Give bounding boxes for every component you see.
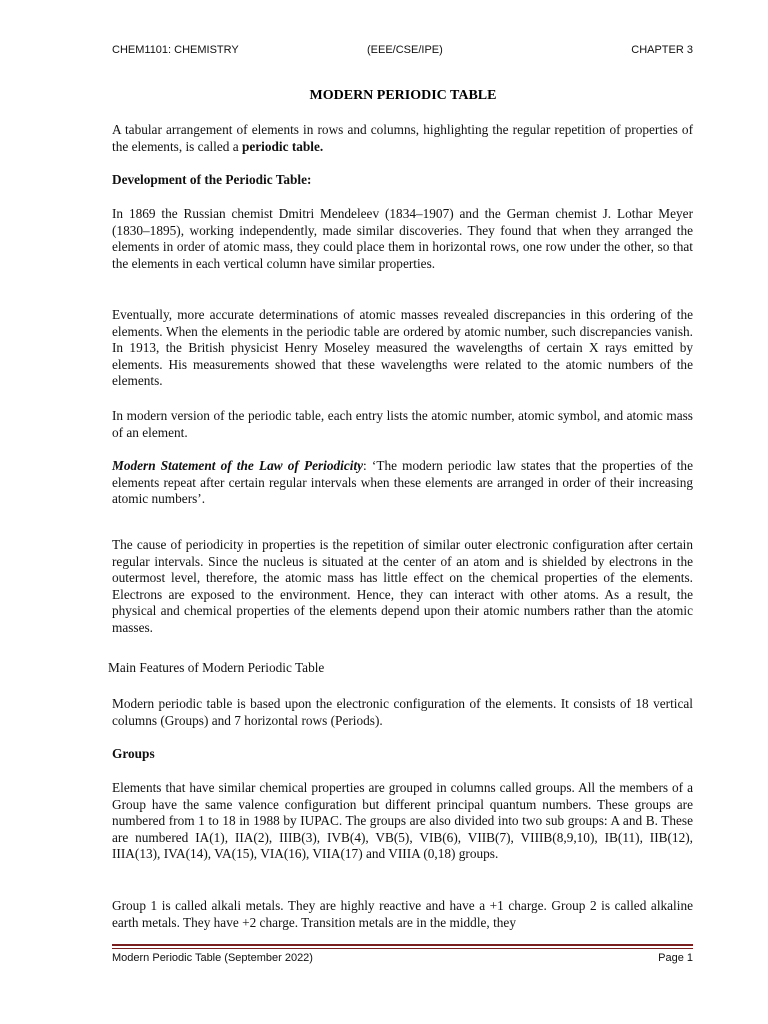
page-title: MODERN PERIODIC TABLE — [309, 88, 497, 103]
law-paragraph — [112, 458, 693, 508]
law-label: Modern Statement of the Law of Periodicity — [112, 458, 364, 473]
cause-text: The cause of periodicity in properties is the repetition of similar outer electronic configuration after certain regular intervals. Since the nucleus is situated at the center of an atom and is shielded by electrons in the outermost level, therefore, the atomic mass has little effect on the chemical properties of the elements. Electrons are exposed to the environment. Hence, they can interact with other atoms. As a result, the physical and chemical properties of the elements depend upon their atomic numbers rather than the atomic masses. — [112, 537, 693, 635]
footer-page-number: Page 1 — [658, 952, 693, 964]
development-paragraph-3 — [112, 408, 693, 441]
development-heading: Development of the Periodic Table: — [112, 172, 312, 187]
features-heading: Main Features of Modern Periodic Table — [108, 660, 325, 675]
groups-p1-text: Elements that have similar chemical properties are grouped in columns called groups. All the members of a Group have the same valence configuration but different principal quantum numbers. These groups are numbered from 1 to 18 in 1988 by IUPAC. The groups are also divided into two sub groups: A and B. These are numbered IA(1), IIA(2), IIIB(3), IVB(4), VB(5), VIB(6), VIIB(7), VIIIB(8,9,10), IB(11), IIB(12), IIIA(13), IVA(14), VA(15), VIA(16), VIIA(17) and VIIIA (0,18) groups. — [112, 780, 693, 862]
header-chapter: CHAPTER 3 — [631, 44, 693, 56]
intro-text: A tabular arrangement of elements in rows and columns, highlighting the regular repetition of properties of the elements, is called a — [112, 122, 693, 154]
development-paragraph-1 — [112, 206, 693, 272]
groups-paragraph-2 — [112, 898, 693, 931]
development-p3-text: In modern version of the periodic table, each entry lists the atomic number, atomic symbol, and atomic mass of an element. — [112, 408, 693, 440]
intro-paragraph — [112, 122, 693, 155]
header-course: CHEM1101: CHEMISTRY — [112, 44, 239, 56]
development-p2-text: Eventually, more accurate determinations of atomic masses revealed discrepancies in this ordering of the elements. When the elements in the periodic table are ordered by atomic number, such discrepancies vanish. In 1913, the British physicist Henry Moseley measured the wavelengths of certain X rays emitted by elements. His measurements showed that these wavelengths were related to the atomic numbers of the elements. — [112, 307, 693, 389]
header-departments: (EEE/CSE/IPE) — [367, 44, 443, 56]
groups-p2-text: Group 1 is called alkali metals. They are highly reactive and have a +1 charge. Group 2 is called alkaline earth metals. They have +2 charge. Transition metals are in the middle, they — [112, 898, 693, 930]
development-paragraph-2 — [112, 307, 693, 390]
footer-divider — [112, 944, 693, 946]
footer-divider-thin — [112, 948, 693, 949]
law-text: : ‘The modern periodic law states that the properties of the elements repeat after certain regular intervals when these elements are arranged in order of their increasing atomic numbers’. — [112, 458, 693, 507]
intro-term: periodic table. — [241, 138, 324, 154]
footer-title: Modern Periodic Table (September 2022) — [112, 952, 313, 964]
groups-paragraph-1 — [112, 780, 693, 863]
groups-heading: Groups — [112, 746, 155, 761]
development-p1-text: In 1869 the Russian chemist Dmitri Mendeleev (1834–1907) and the German chemist J. Lothar Meyer (1830–1895), working independently, made similar discoveries. They found that when they arranged the elements in order of atomic mass, they could place them in horizontal rows, one row under the other, so that the elements in each vertical column have similar properties. — [112, 206, 693, 271]
cause-paragraph — [112, 537, 693, 637]
features-text: Modern periodic table is based upon the electronic configuration of the elements. It consists of 18 vertical columns (Groups) and 7 horizontal rows (Periods). — [112, 696, 693, 728]
features-paragraph — [112, 696, 693, 729]
